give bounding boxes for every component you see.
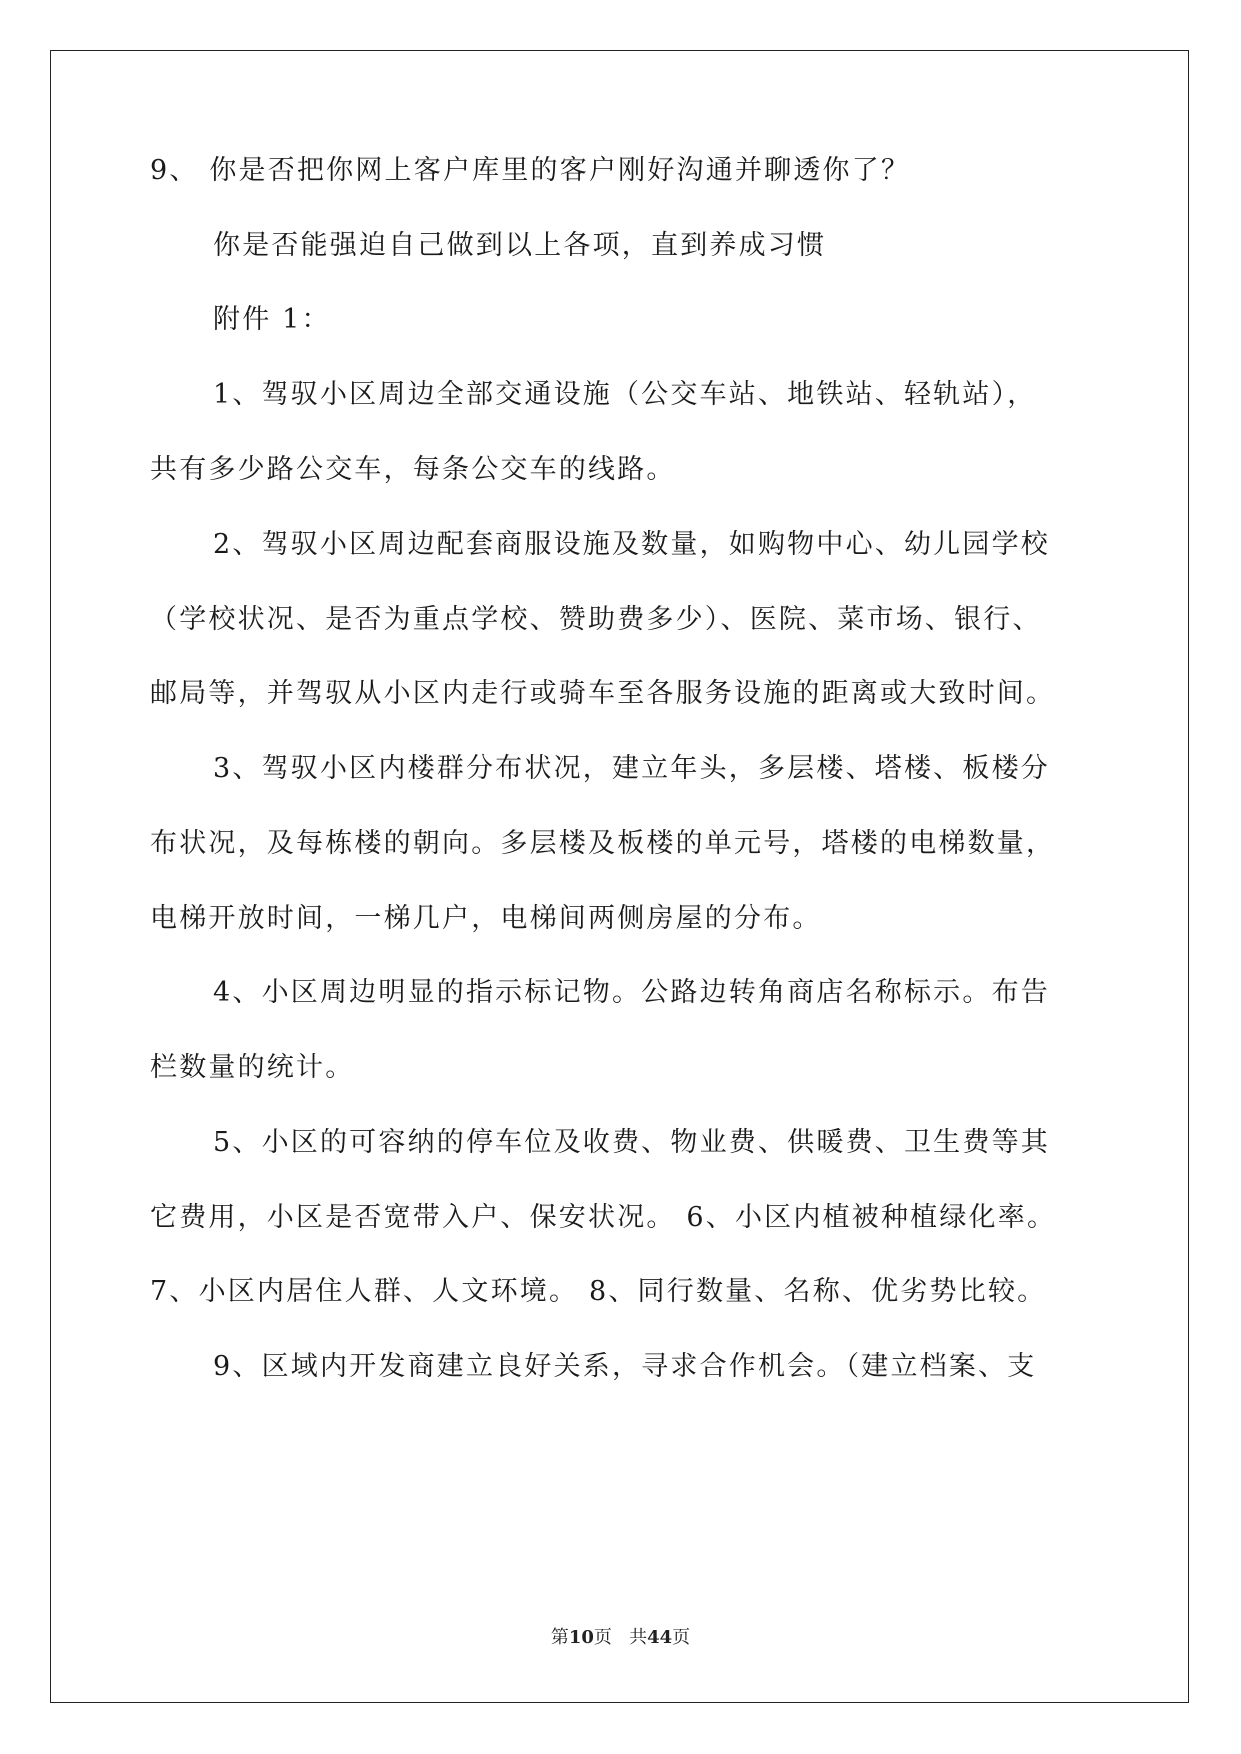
text-line: 1、驾驭小区周边全部交通设施（公交车站、地铁站、轻轨站）， (213, 379, 1037, 410)
total-page-count: 44 (647, 1627, 673, 1648)
page-frame (50, 50, 1189, 1703)
text-line: 它费用，小区是否宽带入户、保安状况。 6、小区内植被种植绿化率。 (150, 1202, 1057, 1233)
text-line: 2、驾驭小区周边配套商服设施及数量，如购物中心、幼儿园学校 (213, 529, 1050, 560)
current-page-number: 10 (568, 1627, 594, 1648)
text-line: 电梯开放时间，一梯几户，电梯间两侧房屋的分布。 (150, 903, 822, 934)
footer-total-suffix: 页 (672, 1627, 691, 1648)
footer-page-word: 页 (593, 1627, 612, 1648)
text-line: 附件 1： (213, 304, 331, 335)
text-line: 3、驾驭小区内楼群分布状况，建立年头，多层楼、塔楼、板楼分 (213, 753, 1050, 784)
text-line: 4、小区周边明显的指示标记物。公路边转角商店名称标示。布告 (213, 977, 1050, 1008)
text-line: （学校状况、是否为重点学校、赞助费多少）、医院、菜市场、银行、 (150, 604, 1042, 635)
text-line: 邮局等，并驾驭从小区内走行或骑车至各服务设施的距离或大致时间。 (150, 678, 1056, 709)
text-line: 你是否能强迫自己做到以上各项，直到养成习惯 (213, 230, 827, 261)
text-line: 5、小区的可容纳的停车位及收费、物业费、供暖费、卫生费等其 (213, 1127, 1050, 1158)
page-footer (0, 1627, 1241, 1649)
text-line: 7、小区内居住人群、人文环境。 8、同行数量、名称、优劣势比较。 (150, 1276, 1047, 1307)
text-line: 共有多少路公交车，每条公交车的线路。 (150, 454, 676, 485)
text-line: 9、 你是否把你网上客户库里的客户刚好沟通并聊透你了？ (150, 155, 911, 186)
footer-prefix: 第 (550, 1627, 569, 1648)
footer-total-prefix: 共 (629, 1627, 648, 1648)
text-line: 布状况，及每栋楼的朝向。多层楼及板楼的单元号，塔楼的电梯数量， (150, 828, 1056, 859)
text-line: 9、区域内开发商建立良好关系，寻求合作机会。（建立档案、支 (213, 1351, 1037, 1382)
text-line: 栏数量的统计。 (150, 1052, 355, 1083)
